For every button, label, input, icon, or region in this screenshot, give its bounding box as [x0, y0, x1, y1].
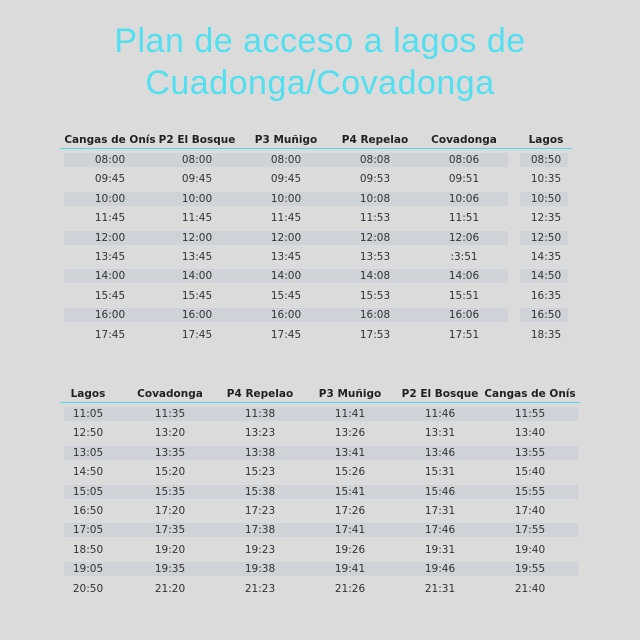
row-shading — [64, 504, 578, 518]
time-cell: 15:41 — [334, 485, 366, 498]
row-shading — [64, 172, 568, 186]
time-cell: :3:51 — [450, 250, 478, 263]
time-cell: 17:31 — [424, 504, 456, 517]
time-cell: 08:00 — [94, 154, 126, 166]
time-cell: 21:40 — [514, 582, 546, 595]
time-cell: 15:46 — [424, 485, 456, 498]
time-cell: 15:31 — [424, 466, 456, 479]
column-header: Lagos — [70, 388, 106, 400]
time-cell: 18:35 — [530, 328, 562, 341]
time-cell: 15:53 — [359, 289, 391, 302]
time-cell: 13:45 — [270, 250, 302, 263]
time-cell: 11:46 — [424, 408, 456, 420]
row-shading — [64, 562, 578, 576]
time-cell: 13:05 — [72, 446, 104, 459]
row-shading — [64, 543, 578, 557]
time-cell: 17:05 — [72, 524, 104, 537]
time-cell: 13:23 — [244, 427, 276, 440]
time-cell: 11:45 — [94, 212, 126, 225]
time-cell: 13:45 — [181, 250, 213, 263]
table-row — [60, 521, 580, 540]
table-row — [60, 502, 580, 521]
row-shading — [64, 269, 568, 283]
time-cell: 10:00 — [181, 192, 213, 205]
row-shading — [64, 211, 568, 225]
row-shading — [64, 231, 568, 245]
time-cell: 19:23 — [244, 543, 276, 556]
time-cell: 13:38 — [244, 446, 276, 459]
table-row — [60, 267, 580, 286]
time-cell: 15:35 — [154, 485, 186, 498]
time-cell: 20:50 — [72, 582, 104, 595]
time-cell: 10:00 — [270, 192, 302, 205]
column-header: Lagos — [528, 134, 564, 146]
time-cell: 21:26 — [334, 582, 366, 595]
time-cell: 11:45 — [181, 212, 213, 225]
time-cell: 13:41 — [334, 446, 366, 459]
time-cell: 12:06 — [448, 231, 480, 244]
time-cell: 19:05 — [72, 563, 104, 576]
table-row — [60, 444, 580, 463]
row-shading — [64, 328, 568, 342]
time-cell: 17:55 — [514, 524, 546, 537]
table-row — [60, 248, 580, 267]
time-cell: 17:38 — [244, 524, 276, 537]
time-cell: 21:31 — [424, 582, 456, 595]
time-cell: 09:45 — [181, 173, 213, 186]
time-cell: 15:26 — [334, 466, 366, 479]
row-shading — [64, 407, 578, 421]
time-cell: 13:46 — [424, 446, 456, 459]
time-cell: 15:05 — [72, 485, 104, 498]
time-cell: 16:35 — [530, 289, 562, 302]
time-cell: 13:45 — [94, 250, 126, 263]
time-cell: 19:26 — [334, 543, 366, 556]
time-cell: 15:55 — [514, 485, 546, 498]
table-row — [60, 170, 580, 189]
time-cell: 09:45 — [94, 173, 126, 186]
time-cell: 15:38 — [244, 485, 276, 498]
title-line-2: Cuadonga/Covadonga — [145, 64, 495, 102]
time-cell: 10:08 — [359, 192, 391, 205]
table-row — [60, 287, 580, 306]
row-shading — [64, 308, 568, 322]
column-header: Covadonga — [137, 388, 203, 400]
time-cell: 17:26 — [334, 504, 366, 517]
row-shading — [64, 582, 578, 596]
time-cell: 08:50 — [530, 154, 562, 166]
time-cell: 15:45 — [181, 289, 213, 302]
time-cell: 19:55 — [514, 563, 546, 576]
column-header: Covadonga — [431, 134, 497, 146]
page-title — [0, 20, 640, 104]
time-cell: 19:40 — [514, 543, 546, 556]
time-cell: 08:06 — [448, 154, 480, 166]
time-cell: 19:35 — [154, 563, 186, 576]
time-cell: 13:20 — [154, 427, 186, 440]
time-cell: 16:00 — [94, 309, 126, 322]
time-cell: 12:08 — [359, 231, 391, 244]
outbound-schedule-table — [60, 134, 580, 345]
time-cell: 12:50 — [72, 427, 104, 440]
row-shading — [64, 289, 568, 303]
time-cell: 12:00 — [270, 231, 302, 244]
time-cell: 17:23 — [244, 504, 276, 517]
time-cell: 16:08 — [359, 309, 391, 322]
row-shading — [64, 192, 568, 206]
table-row — [60, 326, 580, 345]
time-cell: 14:00 — [94, 270, 126, 283]
time-cell: 11:35 — [154, 408, 186, 420]
time-cell: 13:55 — [514, 446, 546, 459]
time-cell: 14:00 — [270, 270, 302, 283]
table-row — [60, 209, 580, 228]
time-cell: 14:50 — [530, 270, 562, 283]
time-cell: 17:53 — [359, 328, 391, 341]
time-cell: 19:31 — [424, 543, 456, 556]
time-cell: 15:40 — [514, 466, 546, 479]
time-cell: 16:50 — [530, 309, 562, 322]
row-shading-gap — [508, 269, 520, 283]
row-shading — [64, 250, 568, 264]
time-cell: 13:40 — [514, 427, 546, 440]
time-cell: 09:45 — [270, 173, 302, 186]
time-cell: 14:08 — [359, 270, 391, 283]
time-cell: 11:55 — [514, 408, 546, 420]
time-cell: 17:45 — [270, 328, 302, 341]
time-cell: 10:06 — [448, 192, 480, 205]
time-cell: 16:50 — [72, 504, 104, 517]
time-cell: 09:53 — [359, 173, 391, 186]
time-cell: 21:20 — [154, 582, 186, 595]
table-row — [60, 151, 580, 170]
table-row — [60, 541, 580, 560]
time-cell: 17:45 — [181, 328, 213, 341]
time-cell: 11:05 — [72, 408, 104, 420]
time-cell: 11:41 — [334, 408, 366, 420]
time-cell: 15:20 — [154, 466, 186, 479]
time-cell: 10:00 — [94, 192, 126, 205]
time-cell: 16:06 — [448, 309, 480, 322]
time-cell: 11:53 — [359, 212, 391, 225]
row-shading — [64, 523, 578, 537]
time-cell: 15:45 — [94, 289, 126, 302]
time-cell: 16:00 — [270, 309, 302, 322]
time-cell: 10:50 — [530, 192, 562, 205]
row-shading — [64, 426, 578, 440]
column-header: Cangas de Onís — [484, 388, 576, 400]
time-cell: 08:00 — [181, 154, 213, 166]
time-cell: 13:53 — [359, 250, 391, 263]
time-cell: 19:20 — [154, 543, 186, 556]
time-cell: 11:38 — [244, 408, 276, 420]
time-cell: 17:45 — [94, 328, 126, 341]
time-cell: 13:31 — [424, 427, 456, 440]
table-row — [60, 229, 580, 248]
time-cell: 12:35 — [530, 212, 562, 225]
table-row — [60, 405, 580, 424]
time-cell: 17:41 — [334, 524, 366, 537]
row-shading-gap — [508, 153, 520, 167]
time-cell: 12:50 — [530, 231, 562, 244]
time-cell: 11:51 — [448, 212, 480, 225]
table-row — [60, 483, 580, 502]
time-cell: 14:35 — [530, 250, 562, 263]
time-cell: 12:00 — [94, 231, 126, 244]
time-cell: 19:46 — [424, 563, 456, 576]
table-row — [60, 190, 580, 209]
row-shading-gap — [508, 308, 520, 322]
return-schedule-table — [60, 388, 580, 599]
table-row — [60, 306, 580, 325]
time-cell: 17:51 — [448, 328, 480, 341]
table-header — [60, 388, 580, 406]
time-cell: 17:46 — [424, 524, 456, 537]
time-cell: 10:35 — [530, 173, 562, 186]
row-shading — [64, 465, 578, 479]
time-cell: 15:51 — [448, 289, 480, 302]
table-row — [60, 560, 580, 579]
column-header: P2 El Bosque — [401, 388, 479, 400]
title-line-1: Plan de acceso a lagos de — [114, 22, 526, 60]
row-shading — [64, 446, 578, 460]
time-cell: 08:00 — [270, 154, 302, 166]
row-shading-gap — [508, 231, 520, 245]
row-shading — [64, 485, 578, 499]
time-cell: 13:26 — [334, 427, 366, 440]
column-header: Cangas de Onís — [64, 134, 156, 146]
time-cell: 09:51 — [448, 173, 480, 186]
time-cell: 16:00 — [181, 309, 213, 322]
column-header: P2 El Bosque — [158, 134, 236, 146]
row-shading-gap — [508, 192, 520, 206]
table-header — [60, 134, 580, 152]
time-cell: 15:45 — [270, 289, 302, 302]
column-header: P4 Repelao — [341, 134, 409, 146]
time-cell: 14:50 — [72, 466, 104, 479]
time-cell: 18:50 — [72, 543, 104, 556]
row-shading — [64, 153, 568, 167]
table-row — [60, 580, 580, 599]
time-cell: 08:08 — [359, 154, 391, 166]
time-cell: 19:41 — [334, 563, 366, 576]
time-cell: 14:00 — [181, 270, 213, 283]
time-cell: 17:20 — [154, 504, 186, 517]
table-row — [60, 463, 580, 482]
time-cell: 11:45 — [270, 212, 302, 225]
time-cell: 12:00 — [181, 231, 213, 244]
time-cell: 13:35 — [154, 446, 186, 459]
time-cell: 17:35 — [154, 524, 186, 537]
column-header: P3 Muñigo — [318, 388, 382, 400]
time-cell: 17:40 — [514, 504, 546, 517]
time-cell: 21:23 — [244, 582, 276, 595]
header-divider — [60, 148, 572, 149]
time-cell: 15:23 — [244, 466, 276, 479]
column-header: P3 Muñigo — [254, 134, 318, 146]
column-header: P4 Repelao — [226, 388, 294, 400]
time-cell: 14:06 — [448, 270, 480, 283]
table-row — [60, 424, 580, 443]
header-divider — [60, 402, 580, 403]
time-cell: 19:38 — [244, 563, 276, 576]
